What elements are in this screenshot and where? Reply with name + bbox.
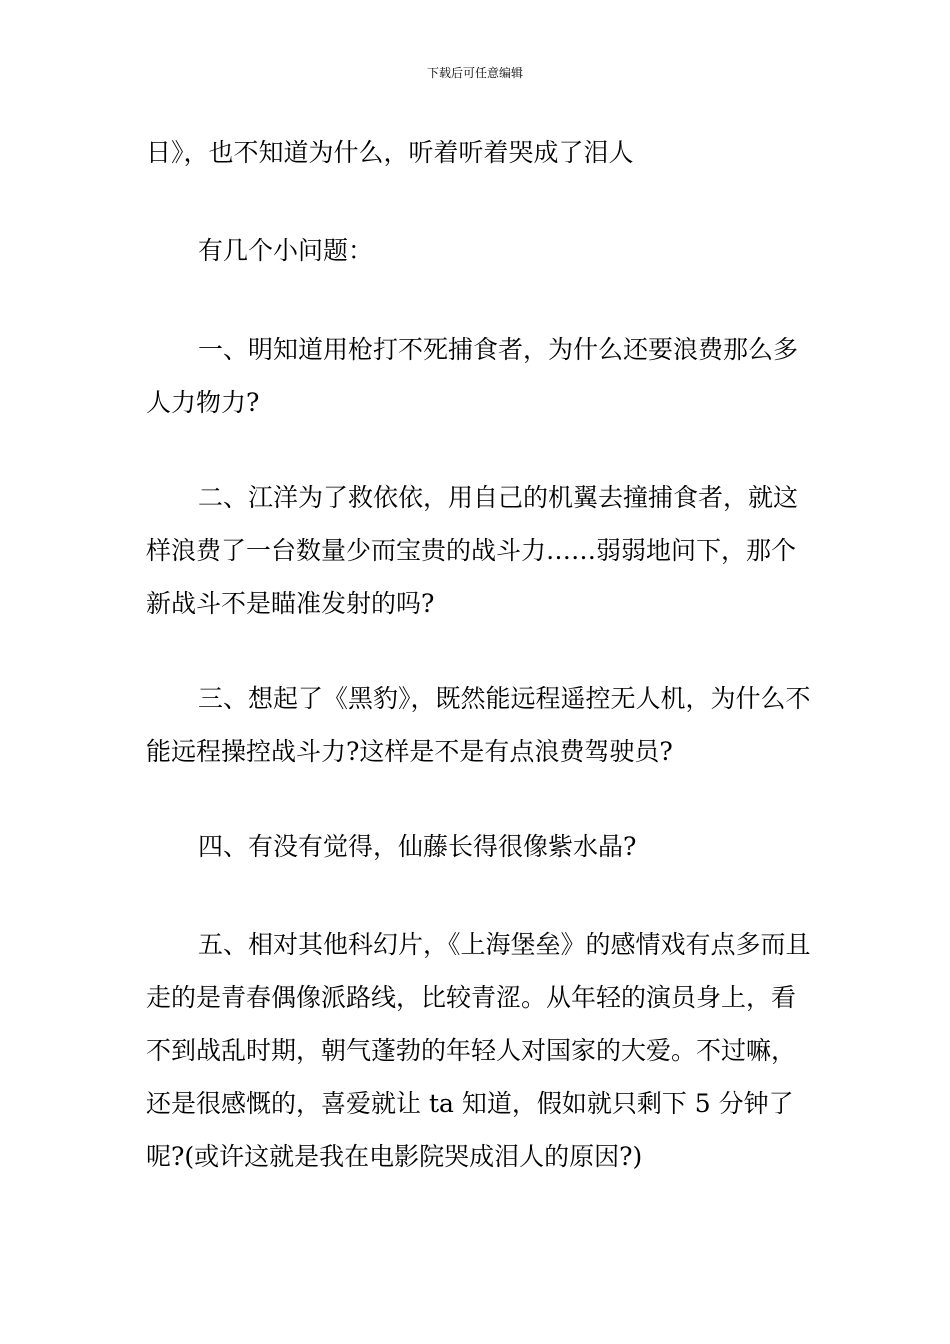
paragraph-question-one: 一、明知道用枪打不死捕食者，为什么还要浪费那么多人力物力? [146, 335, 799, 417]
paragraph-question-five: 五、相对其他科幻片，《上海堡垒》的感情戏有点多而且走的是青春偶像派路线，比较青涩。从年轻的演员身上，看不到战乱时期，朝气蓬勃的年轻人对国家的大爱。不过嘛，还是很感慨的，喜爱就让 ta 知道，假如就只剩下 5 分钟了呢?(或许这就是我在电影院哭成泪人的原因?) [146, 930, 811, 1171]
page-header: 下载后可任意编辑 [426, 66, 523, 80]
paragraph-questions-intro: 有几个小问题： [198, 236, 374, 265]
paragraph-continuation: 日》，也不知道为什么，听着听着哭成了泪人 [146, 138, 634, 167]
paragraph-question-two: 二、江洋为了救依依，用自己的机翼去撞捕食者，就这样浪费了一台数量少而宝贵的战斗力……弱弱地问下，那个新战斗不是瞄准发射的吗? [146, 483, 799, 618]
paragraph-question-four: 四、有没有觉得，仙藤长得很像紫水晶? [198, 832, 637, 861]
paragraph-question-three: 三、想起了《黑豹》，既然能远程遥控无人机，为什么不能远程操控战斗力?这样是不是有点浪费驾驶员? [146, 684, 811, 766]
